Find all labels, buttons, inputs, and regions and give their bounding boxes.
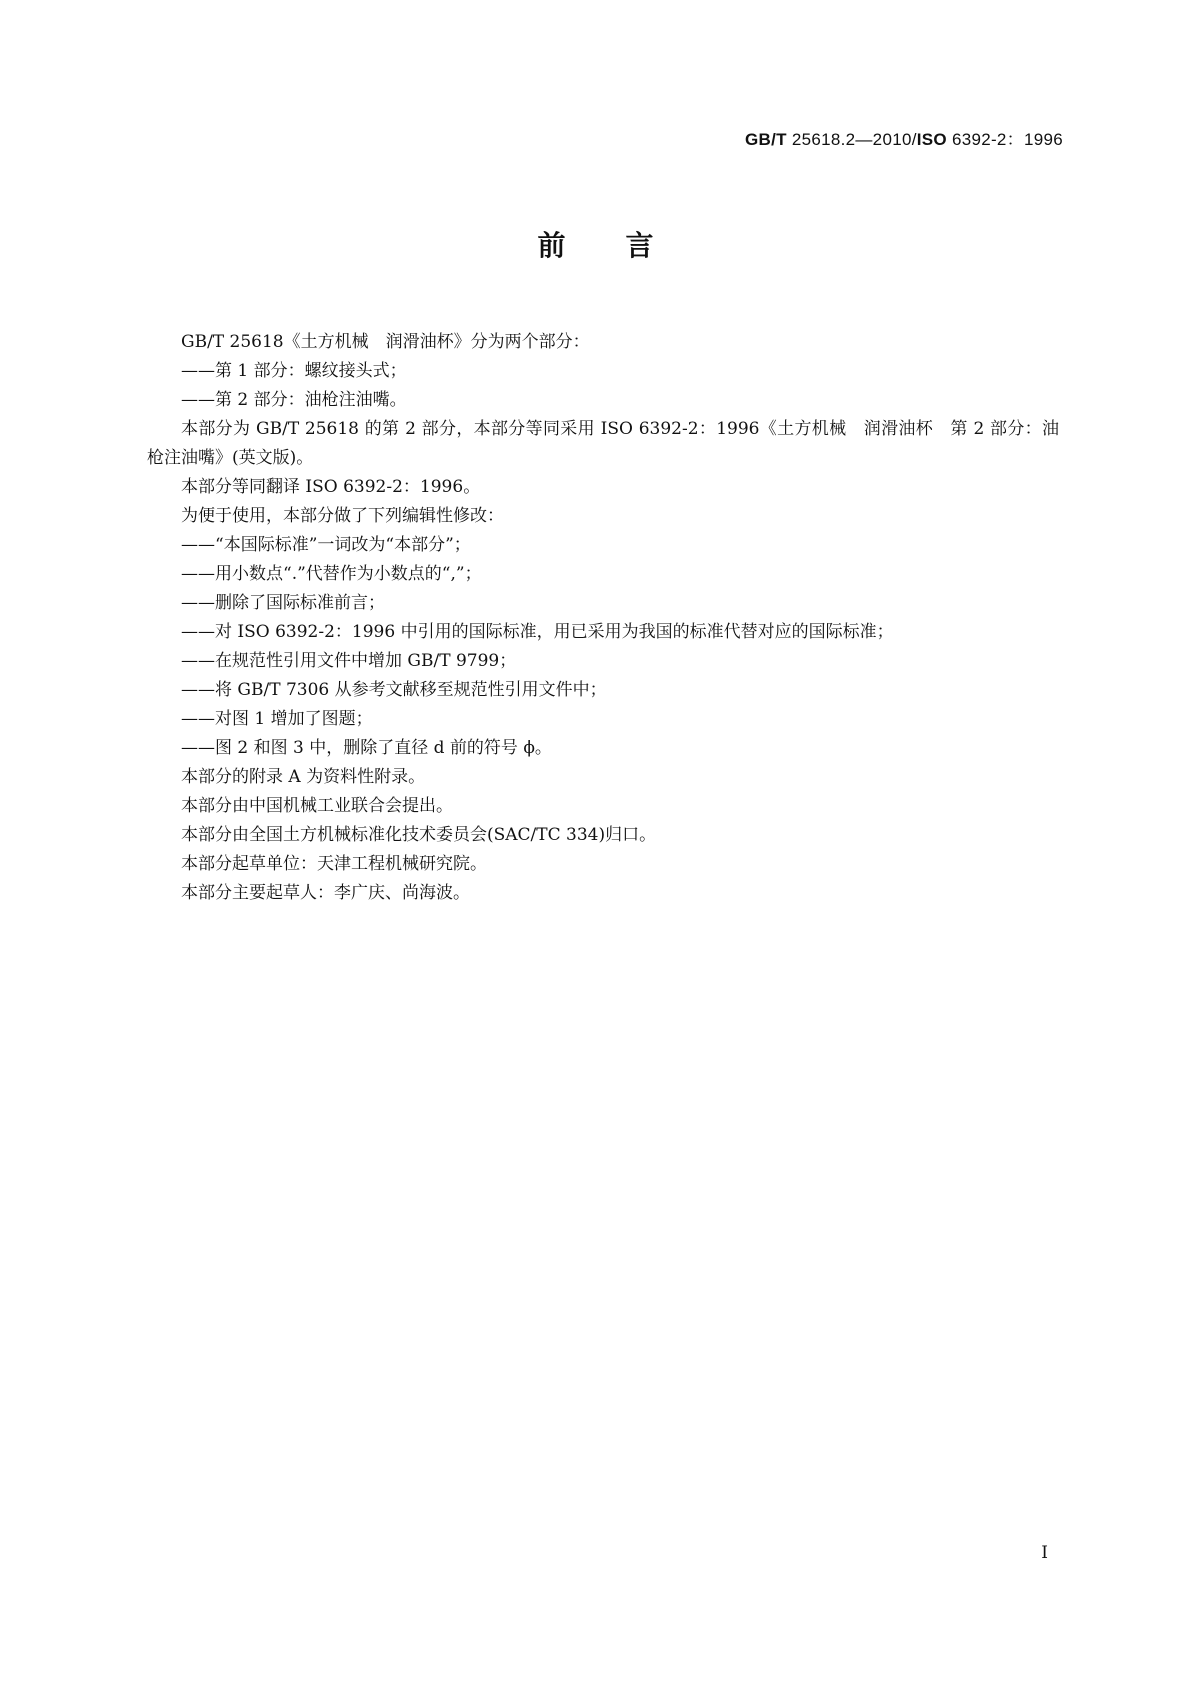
list-item-edit: ——对图 1 增加了图题；	[181, 709, 373, 729]
list-item-edit: ——对 ISO 6392-2：1996 中引用的国际标准，用已采用为我国的标准代替对应的国际标准；	[181, 622, 894, 642]
standard-code-number: 25618.2—2010/	[786, 130, 917, 149]
list-item-edit: ——图 2 和图 3 中，删除了直径 d 前的符号 ϕ。	[181, 738, 552, 758]
list-item-part-1: ——第 1 部分：螺纹接头式；	[181, 361, 407, 381]
paragraph-annex: 本部分的附录 A 为资料性附录。	[181, 767, 426, 787]
paragraph-drafting-unit: 本部分起草单位：天津工程机械研究院。	[181, 854, 487, 874]
page-number: I	[1041, 1543, 1048, 1563]
page-title: 前言	[537, 229, 714, 262]
paragraph-committee: 本部分由全国土方机械标准化技术委员会(SAC/TC 334)归口。	[181, 825, 657, 845]
paragraph-translation: 本部分等同翻译 ISO 6392-2：1996。	[181, 477, 481, 497]
standard-code-header	[745, 125, 1063, 150]
paragraph-adoption: 本部分为 GB/T 25618 的第 2 部分，本部分等同采用 ISO 6392-2：1996《土方机械 润滑油杯 第 2 部分：油枪注油嘴》(英文版)。	[147, 419, 1059, 468]
paragraph-parts-intro: GB/T 25618《土方机械 润滑油杯》分为两个部分：	[181, 332, 590, 352]
list-item-edit: ——“本国际标准”一词改为“本部分”；	[181, 535, 471, 555]
paragraph-drafters: 本部分主要起草人：李广庆、尚海波。	[181, 883, 470, 903]
standard-code-prefix: GB/T	[745, 130, 787, 149]
list-item-edit: ——将 GB/T 7306 从参考文献移至规范性引用文件中；	[181, 680, 607, 700]
paragraph-edits-intro: 为便于使用，本部分做了下列编辑性修改：	[181, 506, 504, 526]
list-item-part-2: ——第 2 部分：油枪注油嘴。	[181, 390, 407, 410]
paragraph-proposer: 本部分由中国机械工业联合会提出。	[181, 796, 453, 816]
list-item-edit: ——删除了国际标准前言；	[181, 593, 385, 613]
foreword-body	[147, 328, 1059, 908]
list-item-edit: ——用小数点“.”代替作为小数点的“,”；	[181, 564, 482, 584]
iso-prefix: ISO	[916, 130, 947, 149]
list-item-edit: ——在规范性引用文件中增加 GB/T 9799；	[181, 651, 517, 671]
iso-code-number: 6392-2：1996	[946, 130, 1063, 149]
